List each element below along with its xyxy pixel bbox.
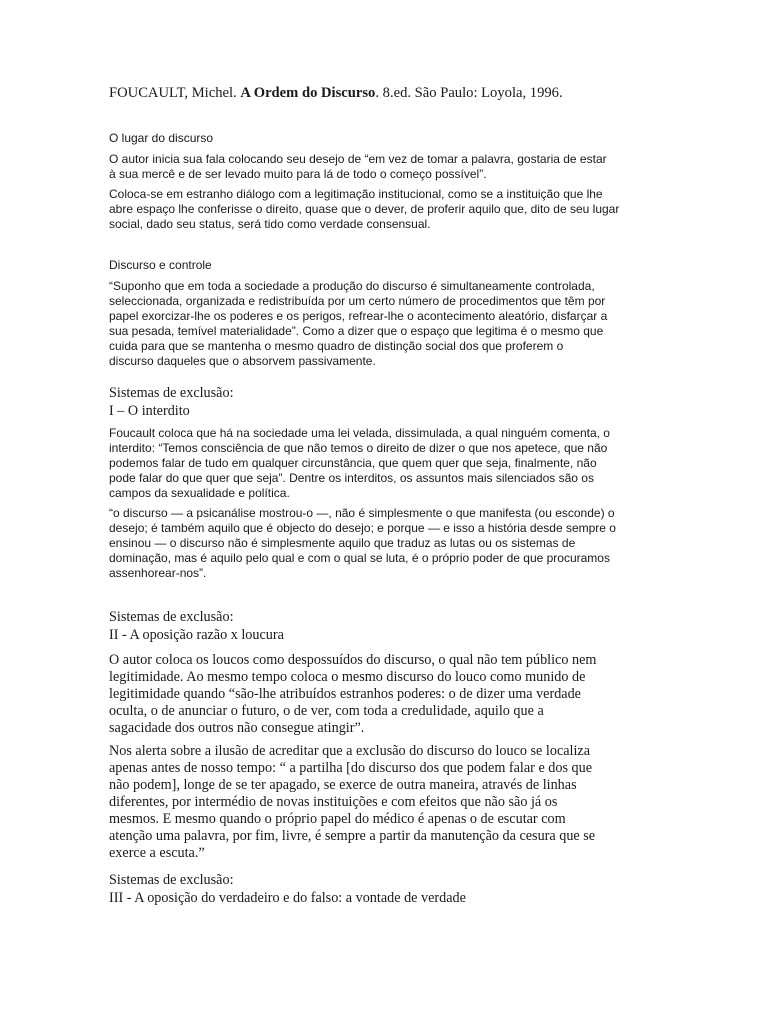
text-line: papel exorcizar-lhe os poderes e os perigos, refrear-lhe o acontecimento aleatório, disfarçar a [109,309,608,323]
section-heading: Discurso e controle [109,258,212,272]
text-line: apenas antes de nosso tempo: “ a partilha [do discurso dos que podem falar e dos que [109,760,593,776]
text-line: dominação, mas é aquilo pelo qual e com o qual se luta, é o próprio poder de que procuramos [109,551,610,565]
text-line: Foucault coloca que há na sociedade uma lei velada, dissimulada, a qual ninguém comenta, o [109,426,610,440]
text-line: “o discurso — a psicanálise mostrou-o —, não é simplesmente o que manifesta (ou esconde) o [109,506,615,520]
paragraph [109,506,665,581]
paragraph [109,187,665,232]
section-discurso-e-controle [109,258,665,369]
text-line: exerce a escuta.” [109,845,205,861]
text-line: O autor coloca os loucos como despossuídos do discurso, o qual não tem público nem [109,652,597,668]
text-line: mesmos. E mesmo quando o próprio papel do médico é apenas o de escutar com [109,811,566,827]
text-line: atenção uma palavra, por fim, livre, é sempre a partir da manutenção da cesura que se [109,828,596,844]
text-line: cuida para que se mantenha o mesmo quadro de distinção social dos que proferem o [109,339,564,353]
text-line: Nos alerta sobre a ilusão de acreditar que a exclusão do discurso do louco se localiza [109,743,591,759]
text-line: à sua mercê e de ser levado muito para lá de todo o começo possível”. [109,167,487,181]
text-line: não podem], longe de se ter apagado, se exerce de outra maneira, através de linhas [109,777,577,793]
text-line: sagacidade dos outros não consegue atingir”. [109,720,365,736]
section-vontade-de-verdade [109,871,665,907]
paragraph [109,743,665,862]
section-subheading: III - A oposição do verdadeiro e do falso: a vontade de verdade [109,890,466,906]
text-line: legitimidade. Ao mesmo tempo coloca o mesmo discurso do louco como munido de [109,669,586,685]
text-line: podemos falar de tudo em qualquer circunstância, que quem quer que seja, finalmente, não [109,456,597,470]
bibliographic-citation [109,85,563,102]
section-lugar-do-discurso [109,131,665,232]
paragraph [109,426,665,501]
text-line: O autor inicia sua fala colocando seu desejo de “em vez de tomar a palavra, gostaria de estar [109,152,607,166]
text-line: “Suponho que em toda a sociedade a produção do discurso é simultaneamente controlada, [109,279,595,293]
paragraph [109,152,665,182]
text-line: Coloca-se em estranho diálogo com a legitimação institucional, como se a instituição que lhe [109,187,603,201]
text-line: diferentes, por intermédio de novas instituições e com efeitos que não são já os [109,794,558,810]
text-line: seleccionada, organizada e redistribuída por um certo número de procedimentos que têm por [109,294,606,308]
citation-author: FOUCAULT, Michel. [109,85,241,101]
text-line: legitimidade quando “são-lhe atribuídos estranhos poderes: o de dizer uma verdade [109,686,581,702]
section-heading: Sistemas de exclusão: [109,609,234,625]
paragraph [109,279,665,369]
text-line: assenhorear-nos”. [109,566,207,580]
citation-title: A Ordem do Discurso [240,85,376,101]
text-line: oculta, o de anunciar o futuro, o de ver, com toda a credulidade, aquilo que a [109,703,544,719]
section-o-interdito [109,384,665,581]
section-razao-x-loucura [109,608,665,862]
paragraph [109,652,665,737]
section-heading: O lugar do discurso [109,131,214,145]
citation-details: . 8.ed. São Paulo: Loyola, 1996. [375,85,563,101]
text-line: abre espaço lhe conferisse o direito, quase que o dever, de proferir aquilo que, dito de seu lugar [109,202,620,216]
text-line: sua pesada, temível materialidade”. Como a dizer que o espaço que legitima é o mesmo que [109,324,604,338]
section-subheading: I – O interdito [109,403,190,419]
text-line: campos da sexualidade e política. [109,486,290,500]
text-line: desejo; é também aquilo que é objecto do desejo; e porque — e isso a história desde sempre o [109,521,616,535]
section-heading: Sistemas de exclusão: [109,385,234,401]
text-line: ensinou — o discurso não é simplesmente aquilo que traduz as lutas ou os sistemas de [109,536,576,550]
section-subheading: II - A oposição razão x loucura [109,627,284,643]
text-line: interdito: “Temos consciência de que não temos o direito de dizer o que nos apetece, que não [109,441,608,455]
section-heading: Sistemas de exclusão: [109,872,234,888]
text-line: pode falar do que quer que seja”. Dentre os interditos, os assuntos mais silenciados são os [109,471,594,485]
text-line: social, dado seu status, será tido como verdade consensual. [109,217,431,231]
text-line: discurso daqueles que o absorvem passivamente. [109,354,376,368]
